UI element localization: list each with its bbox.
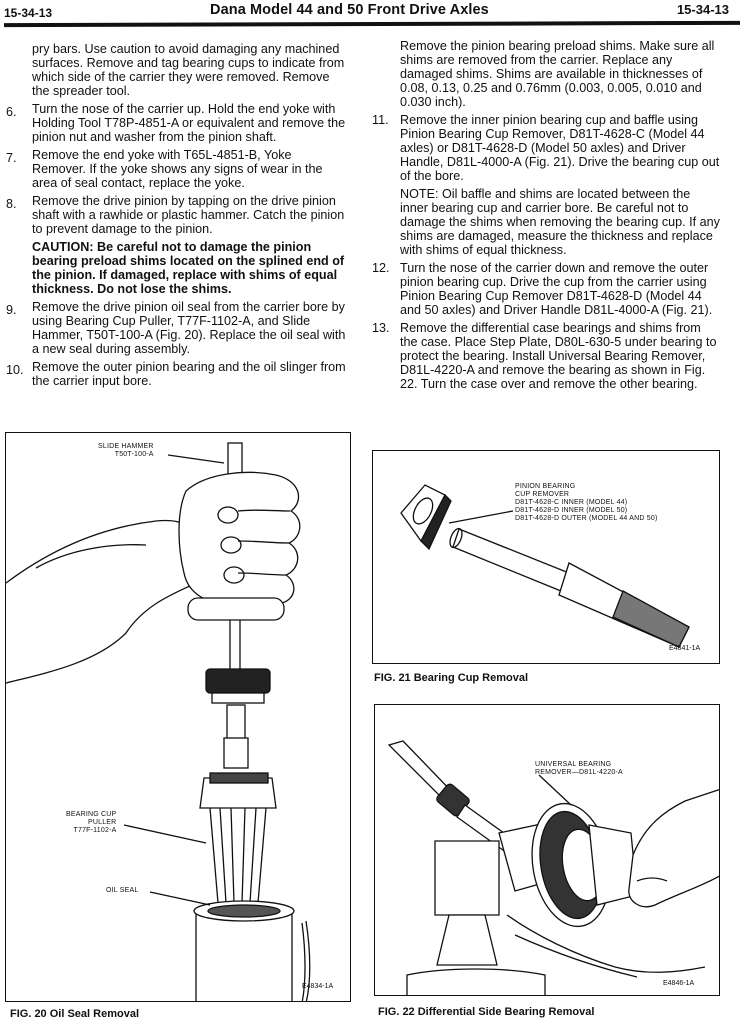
page-title: Dana Model 44 and 50 Front Drive Axles xyxy=(210,2,489,18)
step-8 xyxy=(6,194,346,236)
pinion-bearing-cup-remover-label: PINION BEARING CUP REMOVER D81T-4628-C INNER (MODEL 44) D81T-4628-D INNER (MODEL 50) D81T-4628-D OUTER (MODEL 44 AND 50) xyxy=(515,483,658,522)
figure-ref-number: E4834-1A xyxy=(302,983,334,990)
step-13 xyxy=(372,321,720,391)
step-number: 10. xyxy=(6,363,24,377)
figure-21-bearing-cup-removal xyxy=(372,450,720,664)
step-number: 6. xyxy=(6,105,17,119)
figure-21-caption: FIG. 21 Bearing Cup Removal xyxy=(374,672,529,684)
step-text: Turn the nose of the carrier down and remove the outer pinion bearing cup. Drive the cup from the carrier using Pinion Bearing Cup Remover D81T-4628-D (Model 44 and 50 axles) and Driver Handle D81L-4000-A (Fig. 21). xyxy=(400,261,713,317)
step-text: Remove the outer pinion bearing and the oil slinger from the carrier input bore. xyxy=(32,360,346,388)
step-10 xyxy=(6,360,346,388)
page-number-right: 15-34-13 xyxy=(676,2,729,17)
slide-hammer-label: SLIDE HAMMER T50T-100-A xyxy=(98,443,154,458)
shims-paragraph: Remove the pinion bearing preload shims. Make sure all shims are removed from the carrier. Replace any damaged shims. Shims are available in thicknesses of 0.08, 0.13, 0.25 and 0.76mm (0.003, 0.005, 0.010 and 0.030 inch). xyxy=(400,39,715,109)
step-number: 8. xyxy=(6,197,17,211)
oil-seal-removal-illustration xyxy=(6,433,351,1002)
page-number-left: 15-34-13 xyxy=(4,6,53,20)
figure-22-differential-side-bearing-removal xyxy=(374,704,720,996)
step-9 xyxy=(6,300,346,356)
step-11 xyxy=(372,113,720,183)
oil-seal-label: OIL SEAL xyxy=(106,887,139,894)
header-rule xyxy=(4,21,740,27)
step-text: Remove the drive pinion by tapping on the drive pinion shaft with a rawhide or plastic hammer. Catch the pinion to prevent damage to the pinion. xyxy=(32,194,345,236)
note-paragraph: NOTE: Oil baffle and shims are located between the inner bearing cup and carrier bore. Be careful not to damage the shims when removing the bearing cup. If any shims are damaged, measure the thickness and replace with shims of equal thickness. xyxy=(400,187,720,257)
step-text: Remove the drive pinion oil seal from the carrier bore by using Bearing Cup Puller, T77F-1102-A, and Slide Hammer, T50T-100-A (Fig. 20). Replace the oil seal with a new seal during assembly. xyxy=(32,300,346,356)
step-6 xyxy=(6,102,346,144)
figure-22-caption: FIG. 22 Differential Side Bearing Removal xyxy=(378,1006,595,1018)
right-column xyxy=(372,39,720,395)
step-text: Remove the differential case bearings and shims from the case. Place Step Plate, D80L-630-5 under bearing to protect the bearing. Install Universal Bearing Remover, D81L-4220-A and remove the bearing as shown in Fig. 22. Turn the case over and remove the other bearing. xyxy=(400,321,717,391)
step-text: Remove the end yoke with T65L-4851-B, Yoke Remover. If the yoke shows any signs of wear in the area of seal contact, replace the yoke. xyxy=(32,148,323,190)
bearing-cup-puller-label: BEARING CUP PULLER T77F-1102-A xyxy=(66,811,117,834)
universal-bearing-remover-label: UNIVERSAL BEARING REMOVER—D81L-4220-A xyxy=(535,761,623,776)
figure-20-oil-seal-removal xyxy=(5,432,351,1002)
step-number: 12. xyxy=(372,261,390,275)
step-number: 7. xyxy=(6,151,17,165)
step-number: 11. xyxy=(372,113,389,127)
page-header xyxy=(0,0,743,30)
figure-ref-number: E4846-1A xyxy=(663,980,695,987)
step-7 xyxy=(6,148,346,190)
caution-paragraph: CAUTION: Be careful not to damage the pinion bearing preload shims located on the splined end of the pinion. If damaged, replace with shims of equal thickness. Do not lose the shims. xyxy=(32,240,345,296)
left-column xyxy=(6,42,346,392)
step-text: Turn the nose of the carrier up. Hold the end yoke with Holding Tool T78P-4851-A or equivalent and remove the pinion nut and washer from the pinion shaft. xyxy=(32,102,346,144)
figure-20-caption: FIG. 20 Oil Seal Removal xyxy=(10,1008,139,1020)
step-12 xyxy=(372,261,720,317)
step-number: 13. xyxy=(372,321,390,335)
step-text: Remove the inner pinion bearing cup and baffle using Pinion Bearing Cup Remover, D81T-4628-C (Model 44 axles) or D81T-4628-D (Model 50 axles) and Driver Handle, D81L-4000-A (Fig. 21). Drive the bearing cup out of the bore. xyxy=(400,113,720,183)
intro-paragraph: pry bars. Use caution to avoid damaging any machined surfaces. Remove and tag bearing cups to indicate from which side of the carrier they were removed. Remove the spreader tool. xyxy=(32,42,345,98)
step-number: 9. xyxy=(6,303,17,317)
figure-ref-number: E4841-1A xyxy=(669,645,701,652)
differential-bearing-removal-illustration xyxy=(375,705,720,996)
